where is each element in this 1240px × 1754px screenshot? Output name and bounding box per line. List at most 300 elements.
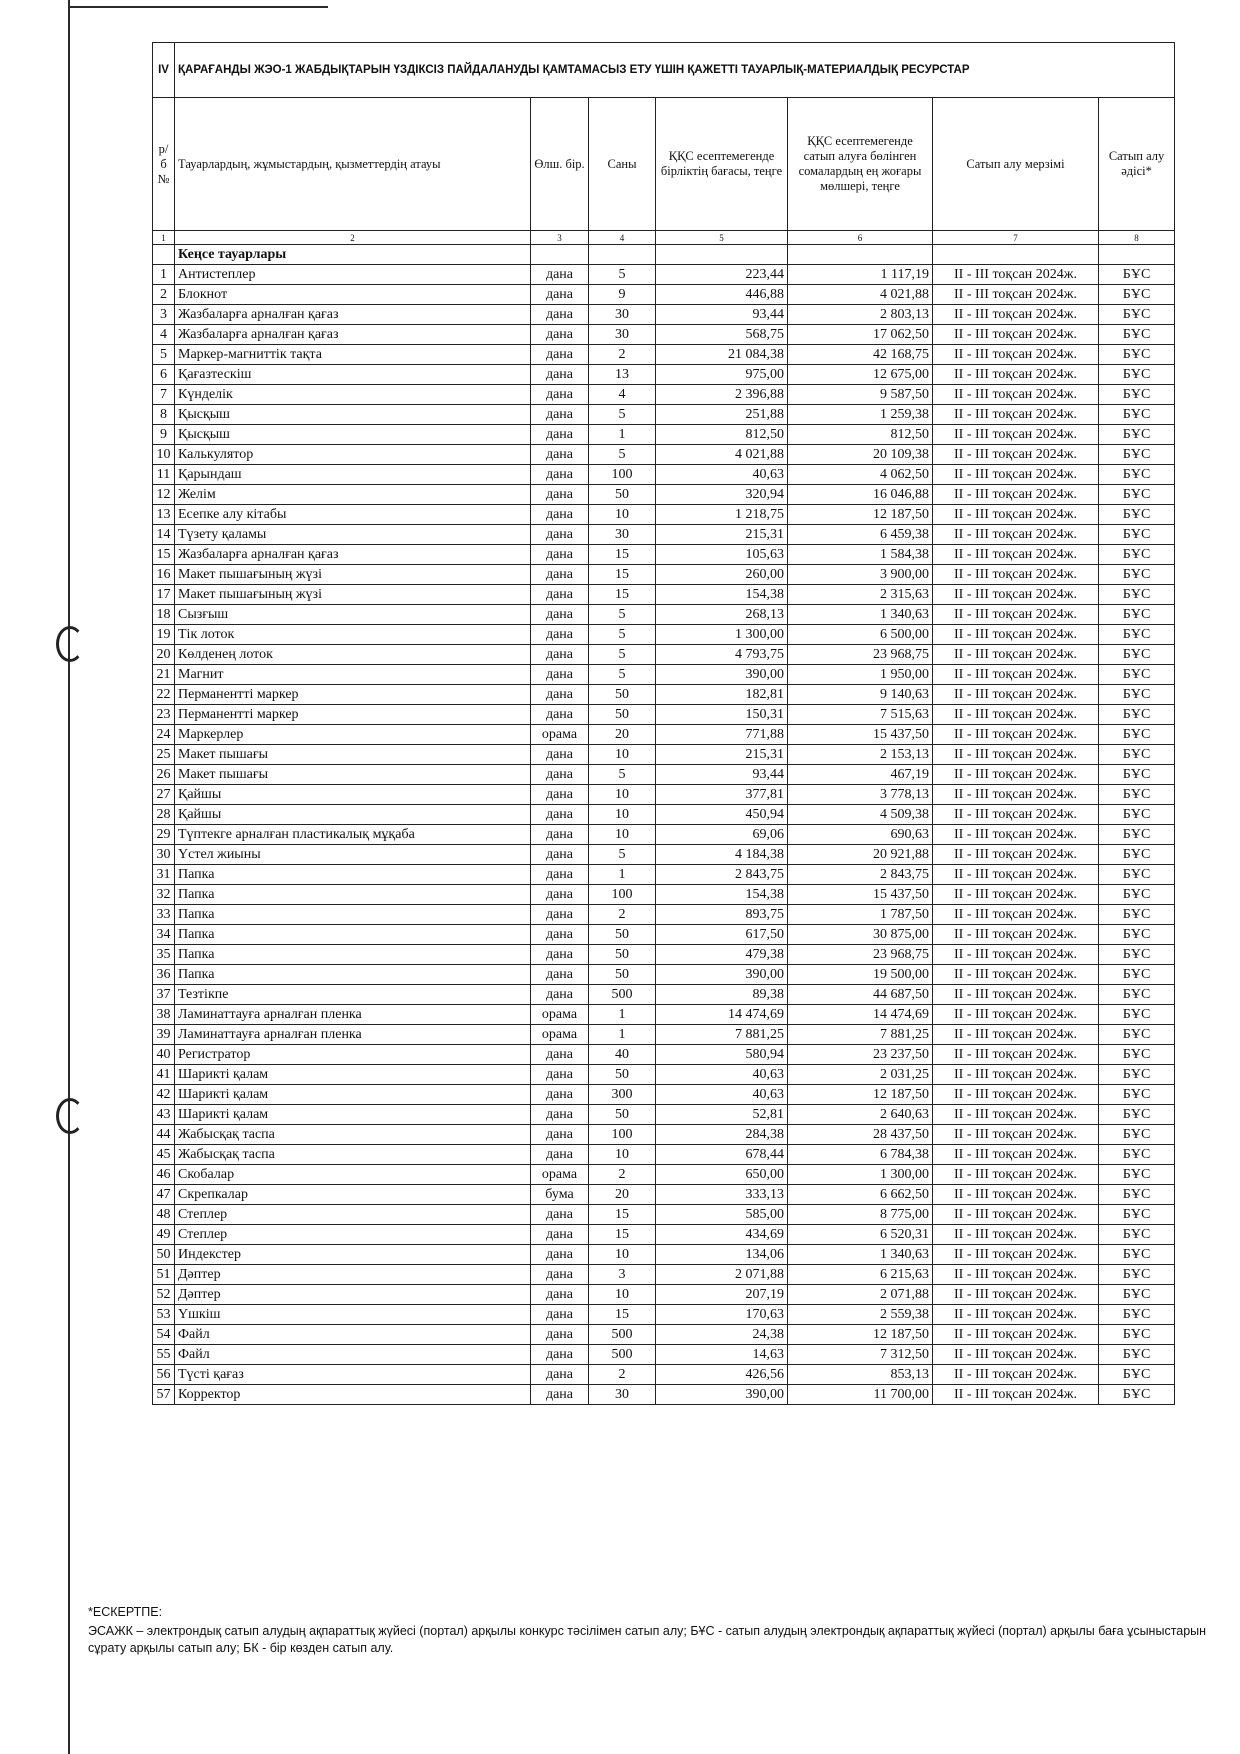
row-number: 26 xyxy=(153,765,175,785)
item-purchase-period: II - III тоқсан 2024ж. xyxy=(933,685,1099,705)
row-number: 50 xyxy=(153,1245,175,1265)
item-purchase-method: БҰС xyxy=(1099,1245,1175,1265)
item-purchase-period: II - III тоқсан 2024ж. xyxy=(933,985,1099,1005)
row-number: 17 xyxy=(153,585,175,605)
item-unit: орама xyxy=(531,1165,589,1185)
col-header-total: ҚҚС есептемегенде сатып алуға бөлінген сомалардың ең жоғары мөлшері, теңге xyxy=(788,98,933,231)
table-row xyxy=(153,845,1175,865)
row-number: 6 xyxy=(153,365,175,385)
item-purchase-method: БҰС xyxy=(1099,845,1175,865)
item-quantity: 10 xyxy=(589,1285,656,1305)
table-row xyxy=(153,405,1175,425)
item-unit: дана xyxy=(531,965,589,985)
item-unit: дана xyxy=(531,365,589,385)
table-row xyxy=(153,1005,1175,1025)
item-name: Шарикті қалам xyxy=(175,1065,531,1085)
table-row xyxy=(153,325,1175,345)
item-purchase-method: БҰС xyxy=(1099,385,1175,405)
item-total-amount: 15 437,50 xyxy=(788,885,933,905)
item-name: Скобалар xyxy=(175,1165,531,1185)
row-number: 16 xyxy=(153,565,175,585)
footnote-text: ЭСАЖК – электрондық сатып алудың ақпараттық жүйесі (портал) арқылы конкурс тәсілімен сатып алу; БҰС - сатып алудың электрондық ақпараттық жүйесі (портал) арқылы баға ұсыныстарын сұрату арқылы сатып алу; БК - бір көзден сатып алу. xyxy=(88,1624,1207,1655)
table-row xyxy=(153,285,1175,305)
item-total-amount: 15 437,50 xyxy=(788,725,933,745)
item-purchase-period: II - III тоқсан 2024ж. xyxy=(933,705,1099,725)
item-unit: дана xyxy=(531,285,589,305)
item-name: Үстел жиыны xyxy=(175,845,531,865)
item-quantity: 100 xyxy=(589,885,656,905)
item-purchase-method: БҰС xyxy=(1099,725,1175,745)
item-purchase-period: II - III тоқсан 2024ж. xyxy=(933,645,1099,665)
table-row xyxy=(153,1065,1175,1085)
item-total-amount: 1 117,19 xyxy=(788,265,933,285)
item-quantity: 500 xyxy=(589,1325,656,1345)
item-purchase-method: БҰС xyxy=(1099,785,1175,805)
item-name: Шарикті қалам xyxy=(175,1105,531,1125)
item-unit-price: 1 300,00 xyxy=(656,625,788,645)
item-total-amount: 4 021,88 xyxy=(788,285,933,305)
row-number: 18 xyxy=(153,605,175,625)
item-unit: дана xyxy=(531,945,589,965)
table-row xyxy=(153,365,1175,385)
item-name: Макет пышағы xyxy=(175,765,531,785)
item-quantity: 30 xyxy=(589,1385,656,1405)
resources-table-container xyxy=(152,42,1174,1405)
item-unit: дана xyxy=(531,1325,589,1345)
item-unit: дана xyxy=(531,425,589,445)
item-unit: дана xyxy=(531,265,589,285)
row-number: 8 xyxy=(153,405,175,425)
item-quantity: 2 xyxy=(589,1365,656,1385)
item-unit-price: 284,38 xyxy=(656,1125,788,1145)
table-row xyxy=(153,945,1175,965)
item-unit: дана xyxy=(531,525,589,545)
item-purchase-period: II - III тоқсан 2024ж. xyxy=(933,485,1099,505)
col-index: 5 xyxy=(656,231,788,245)
item-quantity: 500 xyxy=(589,1345,656,1365)
item-purchase-method: БҰС xyxy=(1099,865,1175,885)
item-unit: дана xyxy=(531,645,589,665)
table-row xyxy=(153,385,1175,405)
item-unit-price: 268,13 xyxy=(656,605,788,625)
item-name: Степлер xyxy=(175,1205,531,1225)
item-unit-price: 479,38 xyxy=(656,945,788,965)
item-name: Магнит xyxy=(175,665,531,685)
table-row xyxy=(153,525,1175,545)
item-total-amount: 4 062,50 xyxy=(788,465,933,485)
item-unit: дана xyxy=(531,1225,589,1245)
row-number: 40 xyxy=(153,1045,175,1065)
item-purchase-period: II - III тоқсан 2024ж. xyxy=(933,1145,1099,1165)
item-total-amount: 12 187,50 xyxy=(788,505,933,525)
item-unit-price: 812,50 xyxy=(656,425,788,445)
item-unit-price: 14 474,69 xyxy=(656,1005,788,1025)
row-number: 36 xyxy=(153,965,175,985)
item-total-amount: 812,50 xyxy=(788,425,933,445)
item-unit-price: 585,00 xyxy=(656,1205,788,1225)
item-name: Перманентті маркер xyxy=(175,685,531,705)
item-purchase-period: II - III тоқсан 2024ж. xyxy=(933,1365,1099,1385)
item-purchase-period: II - III тоқсан 2024ж. xyxy=(933,965,1099,985)
item-purchase-method: БҰС xyxy=(1099,625,1175,645)
category-num-cell xyxy=(153,245,175,265)
item-name: Сызғыш xyxy=(175,605,531,625)
table-row xyxy=(153,685,1175,705)
col-header-unit: Өлш. бір. xyxy=(531,98,589,231)
item-unit-price: 40,63 xyxy=(656,1085,788,1105)
item-unit: орама xyxy=(531,1005,589,1025)
item-quantity: 50 xyxy=(589,1065,656,1085)
item-purchase-method: БҰС xyxy=(1099,925,1175,945)
item-quantity: 2 xyxy=(589,1165,656,1185)
item-total-amount: 16 046,88 xyxy=(788,485,933,505)
item-total-amount: 3 900,00 xyxy=(788,565,933,585)
section-title: ҚАРАҒАНДЫ ЖЭО-1 ЖАБДЫҚТАРЫН ҮЗДІКСІЗ ПАЙДАЛАНУДЫ ҚАМТАМАСЫЗ ЕТУ ҮШІН ҚАЖЕТТІ ТАУАРЛЫҚ-МАТЕРИАЛДЫҚ РЕСУРСТАР xyxy=(175,43,1175,98)
item-purchase-method: БҰС xyxy=(1099,665,1175,685)
item-name: Папка xyxy=(175,865,531,885)
item-purchase-period: II - III тоқсан 2024ж. xyxy=(933,825,1099,845)
item-unit-price: 2 396,88 xyxy=(656,385,788,405)
item-purchase-period: II - III тоқсан 2024ж. xyxy=(933,285,1099,305)
item-unit-price: 251,88 xyxy=(656,405,788,425)
items-body xyxy=(153,265,1175,1405)
item-total-amount: 6 215,63 xyxy=(788,1265,933,1285)
row-number: 5 xyxy=(153,345,175,365)
item-unit-price: 89,38 xyxy=(656,985,788,1005)
row-number: 21 xyxy=(153,665,175,685)
col-header-method: Сатып алу әдісі* xyxy=(1099,98,1175,231)
item-unit: дана xyxy=(531,1365,589,1385)
col-index: 1 xyxy=(153,231,175,245)
item-unit-price: 650,00 xyxy=(656,1165,788,1185)
item-purchase-period: II - III тоқсан 2024ж. xyxy=(933,1045,1099,1065)
item-purchase-period: II - III тоқсан 2024ж. xyxy=(933,365,1099,385)
table-row xyxy=(153,1285,1175,1305)
item-total-amount: 12 675,00 xyxy=(788,365,933,385)
table-row xyxy=(153,805,1175,825)
item-unit-price: 333,13 xyxy=(656,1185,788,1205)
item-unit: дана xyxy=(531,305,589,325)
item-name: Папка xyxy=(175,945,531,965)
item-purchase-method: БҰС xyxy=(1099,545,1175,565)
col-index: 7 xyxy=(933,231,1099,245)
item-unit-price: 446,88 xyxy=(656,285,788,305)
row-number: 52 xyxy=(153,1285,175,1305)
item-name: Күнделік xyxy=(175,385,531,405)
item-unit-price: 215,31 xyxy=(656,525,788,545)
item-purchase-method: БҰС xyxy=(1099,1305,1175,1325)
item-unit: дана xyxy=(531,585,589,605)
item-unit: дана xyxy=(531,1205,589,1225)
item-total-amount: 2 071,88 xyxy=(788,1285,933,1305)
item-name: Дәптер xyxy=(175,1265,531,1285)
row-number: 14 xyxy=(153,525,175,545)
item-purchase-period: II - III тоқсан 2024ж. xyxy=(933,1165,1099,1185)
item-name: Көлденең лоток xyxy=(175,645,531,665)
item-total-amount: 2 843,75 xyxy=(788,865,933,885)
item-quantity: 15 xyxy=(589,545,656,565)
row-number: 34 xyxy=(153,925,175,945)
item-purchase-method: БҰС xyxy=(1099,805,1175,825)
table-row xyxy=(153,885,1175,905)
item-total-amount: 19 500,00 xyxy=(788,965,933,985)
item-total-amount: 2 031,25 xyxy=(788,1065,933,1085)
item-purchase-period: II - III тоқсан 2024ж. xyxy=(933,1225,1099,1245)
item-total-amount: 2 803,13 xyxy=(788,305,933,325)
item-unit-price: 975,00 xyxy=(656,365,788,385)
item-purchase-method: БҰС xyxy=(1099,445,1175,465)
item-purchase-method: БҰС xyxy=(1099,565,1175,585)
table-row xyxy=(153,1045,1175,1065)
item-purchase-method: БҰС xyxy=(1099,585,1175,605)
col-header-num: р/б № xyxy=(153,98,175,231)
item-name: Блокнот xyxy=(175,285,531,305)
table-row xyxy=(153,645,1175,665)
item-quantity: 2 xyxy=(589,905,656,925)
table-row xyxy=(153,1165,1175,1185)
item-quantity: 10 xyxy=(589,745,656,765)
item-unit: орама xyxy=(531,1025,589,1045)
item-purchase-period: II - III тоқсан 2024ж. xyxy=(933,1285,1099,1305)
item-purchase-period: II - III тоқсан 2024ж. xyxy=(933,1185,1099,1205)
item-total-amount: 20 921,88 xyxy=(788,845,933,865)
item-purchase-period: II - III тоқсан 2024ж. xyxy=(933,745,1099,765)
item-unit: бума xyxy=(531,1185,589,1205)
item-total-amount: 44 687,50 xyxy=(788,985,933,1005)
row-number: 33 xyxy=(153,905,175,925)
item-purchase-method: БҰС xyxy=(1099,745,1175,765)
table-row xyxy=(153,765,1175,785)
table-row xyxy=(153,1245,1175,1265)
item-unit-price: 434,69 xyxy=(656,1225,788,1245)
section-header-row xyxy=(153,43,1175,98)
item-name: Скрепкалар xyxy=(175,1185,531,1205)
table-row xyxy=(153,265,1175,285)
table-row xyxy=(153,905,1175,925)
item-unit-price: 771,88 xyxy=(656,725,788,745)
item-purchase-method: БҰС xyxy=(1099,1225,1175,1245)
item-unit: дана xyxy=(531,1245,589,1265)
item-purchase-method: БҰС xyxy=(1099,765,1175,785)
item-quantity: 13 xyxy=(589,365,656,385)
row-number: 2 xyxy=(153,285,175,305)
item-unit: дана xyxy=(531,445,589,465)
item-unit: дана xyxy=(531,485,589,505)
category-empty-cell xyxy=(656,245,788,265)
table-row xyxy=(153,445,1175,465)
item-unit: дана xyxy=(531,1345,589,1365)
table-row xyxy=(153,345,1175,365)
table-row xyxy=(153,1365,1175,1385)
table-row xyxy=(153,1345,1175,1365)
item-name: Регистратор xyxy=(175,1045,531,1065)
item-total-amount: 17 062,50 xyxy=(788,325,933,345)
table-row xyxy=(153,1385,1175,1405)
item-total-amount: 30 875,00 xyxy=(788,925,933,945)
item-quantity: 5 xyxy=(589,645,656,665)
item-total-amount: 7 881,25 xyxy=(788,1025,933,1045)
item-unit: дана xyxy=(531,405,589,425)
item-purchase-method: БҰС xyxy=(1099,1285,1175,1305)
category-empty-cell xyxy=(531,245,589,265)
item-quantity: 50 xyxy=(589,1105,656,1125)
item-quantity: 5 xyxy=(589,665,656,685)
item-purchase-period: II - III тоқсан 2024ж. xyxy=(933,1265,1099,1285)
item-unit-price: 40,63 xyxy=(656,1065,788,1085)
item-name: Жабысқақ таспа xyxy=(175,1125,531,1145)
row-number: 46 xyxy=(153,1165,175,1185)
item-unit-price: 2 843,75 xyxy=(656,865,788,885)
item-unit-price: 450,94 xyxy=(656,805,788,825)
item-unit: дана xyxy=(531,1125,589,1145)
item-unit: дана xyxy=(531,565,589,585)
table-row xyxy=(153,305,1175,325)
table-row xyxy=(153,1225,1175,1245)
item-purchase-period: II - III тоқсан 2024ж. xyxy=(933,305,1099,325)
row-number: 9 xyxy=(153,425,175,445)
item-name: Файл xyxy=(175,1325,531,1345)
item-unit-price: 1 218,75 xyxy=(656,505,788,525)
item-total-amount: 2 640,63 xyxy=(788,1105,933,1125)
row-number: 43 xyxy=(153,1105,175,1125)
item-name: Папка xyxy=(175,885,531,905)
item-quantity: 500 xyxy=(589,985,656,1005)
item-unit-price: 52,81 xyxy=(656,1105,788,1125)
item-purchase-method: БҰС xyxy=(1099,325,1175,345)
item-unit-price: 69,06 xyxy=(656,825,788,845)
row-number: 12 xyxy=(153,485,175,505)
item-total-amount: 690,63 xyxy=(788,825,933,845)
col-header-period: Сатып алу мерзімі xyxy=(933,98,1099,231)
punch-hole-mark xyxy=(56,626,84,662)
item-purchase-method: БҰС xyxy=(1099,1365,1175,1385)
item-name: Қағазтескіш xyxy=(175,365,531,385)
item-unit: дана xyxy=(531,1085,589,1105)
item-total-amount: 6 500,00 xyxy=(788,625,933,645)
item-purchase-period: II - III тоқсан 2024ж. xyxy=(933,1385,1099,1405)
item-unit: дана xyxy=(531,765,589,785)
item-purchase-period: II - III тоқсан 2024ж. xyxy=(933,1105,1099,1125)
item-total-amount: 4 509,38 xyxy=(788,805,933,825)
item-purchase-period: II - III тоқсан 2024ж. xyxy=(933,405,1099,425)
item-purchase-period: II - III тоқсан 2024ж. xyxy=(933,1025,1099,1045)
item-quantity: 20 xyxy=(589,1185,656,1205)
item-purchase-period: II - III тоқсан 2024ж. xyxy=(933,525,1099,545)
item-unit: дана xyxy=(531,885,589,905)
row-number: 23 xyxy=(153,705,175,725)
item-purchase-method: БҰС xyxy=(1099,885,1175,905)
item-quantity: 40 xyxy=(589,1045,656,1065)
row-number: 47 xyxy=(153,1185,175,1205)
item-unit-price: 4 184,38 xyxy=(656,845,788,865)
item-total-amount: 6 662,50 xyxy=(788,1185,933,1205)
item-purchase-method: БҰС xyxy=(1099,1045,1175,1065)
row-number: 3 xyxy=(153,305,175,325)
item-unit-price: 893,75 xyxy=(656,905,788,925)
item-name: Дәптер xyxy=(175,1285,531,1305)
item-unit: дана xyxy=(531,745,589,765)
item-unit-price: 223,44 xyxy=(656,265,788,285)
category-empty-cell xyxy=(933,245,1099,265)
table-row xyxy=(153,485,1175,505)
item-purchase-period: II - III тоқсан 2024ж. xyxy=(933,905,1099,925)
item-quantity: 100 xyxy=(589,1125,656,1145)
table-row xyxy=(153,1205,1175,1225)
item-purchase-period: II - III тоқсан 2024ж. xyxy=(933,765,1099,785)
item-purchase-period: II - III тоқсан 2024ж. xyxy=(933,1005,1099,1025)
section-number: IV xyxy=(153,43,175,98)
item-purchase-period: II - III тоқсан 2024ж. xyxy=(933,385,1099,405)
row-number: 11 xyxy=(153,465,175,485)
col-index: 2 xyxy=(175,231,531,245)
item-unit-price: 14,63 xyxy=(656,1345,788,1365)
item-purchase-period: II - III тоқсан 2024ж. xyxy=(933,505,1099,525)
row-number: 24 xyxy=(153,725,175,745)
item-quantity: 10 xyxy=(589,825,656,845)
item-total-amount: 1 584,38 xyxy=(788,545,933,565)
row-number: 28 xyxy=(153,805,175,825)
resources-table xyxy=(152,42,1175,1405)
table-row xyxy=(153,505,1175,525)
item-total-amount: 3 778,13 xyxy=(788,785,933,805)
item-unit-price: 40,63 xyxy=(656,465,788,485)
category-empty-cell xyxy=(788,245,933,265)
item-unit-price: 568,75 xyxy=(656,325,788,345)
table-row xyxy=(153,825,1175,845)
column-index-row xyxy=(153,231,1175,245)
item-total-amount: 467,19 xyxy=(788,765,933,785)
item-unit: дана xyxy=(531,505,589,525)
item-quantity: 2 xyxy=(589,345,656,365)
item-quantity: 15 xyxy=(589,1305,656,1325)
item-quantity: 15 xyxy=(589,1205,656,1225)
item-quantity: 10 xyxy=(589,1145,656,1165)
item-name: Папка xyxy=(175,905,531,925)
item-total-amount: 20 109,38 xyxy=(788,445,933,465)
item-purchase-method: БҰС xyxy=(1099,705,1175,725)
item-total-amount: 23 237,50 xyxy=(788,1045,933,1065)
item-purchase-period: II - III тоқсан 2024ж. xyxy=(933,1065,1099,1085)
item-unit: дана xyxy=(531,1305,589,1325)
row-number: 31 xyxy=(153,865,175,885)
item-purchase-period: II - III тоқсан 2024ж. xyxy=(933,445,1099,465)
item-unit-price: 320,94 xyxy=(656,485,788,505)
item-purchase-method: БҰС xyxy=(1099,1025,1175,1045)
category-row xyxy=(153,245,1175,265)
item-purchase-method: БҰС xyxy=(1099,505,1175,525)
item-unit-price: 377,81 xyxy=(656,785,788,805)
item-purchase-period: II - III тоқсан 2024ж. xyxy=(933,585,1099,605)
item-total-amount: 8 775,00 xyxy=(788,1205,933,1225)
item-total-amount: 1 340,63 xyxy=(788,1245,933,1265)
item-total-amount: 7 515,63 xyxy=(788,705,933,725)
item-purchase-method: БҰС xyxy=(1099,1165,1175,1185)
item-name: Степлер xyxy=(175,1225,531,1245)
table-row xyxy=(153,865,1175,885)
item-total-amount: 1 300,00 xyxy=(788,1165,933,1185)
item-unit: дана xyxy=(531,1045,589,1065)
item-total-amount: 28 437,50 xyxy=(788,1125,933,1145)
item-quantity: 30 xyxy=(589,305,656,325)
row-number: 19 xyxy=(153,625,175,645)
item-unit-price: 93,44 xyxy=(656,765,788,785)
item-name: Тік лоток xyxy=(175,625,531,645)
item-purchase-period: II - III тоқсан 2024ж. xyxy=(933,625,1099,645)
item-purchase-period: II - III тоқсан 2024ж. xyxy=(933,1305,1099,1325)
item-name: Түптекге арналған пластикалық мұқаба xyxy=(175,825,531,845)
table-row xyxy=(153,1145,1175,1165)
row-number: 35 xyxy=(153,945,175,965)
